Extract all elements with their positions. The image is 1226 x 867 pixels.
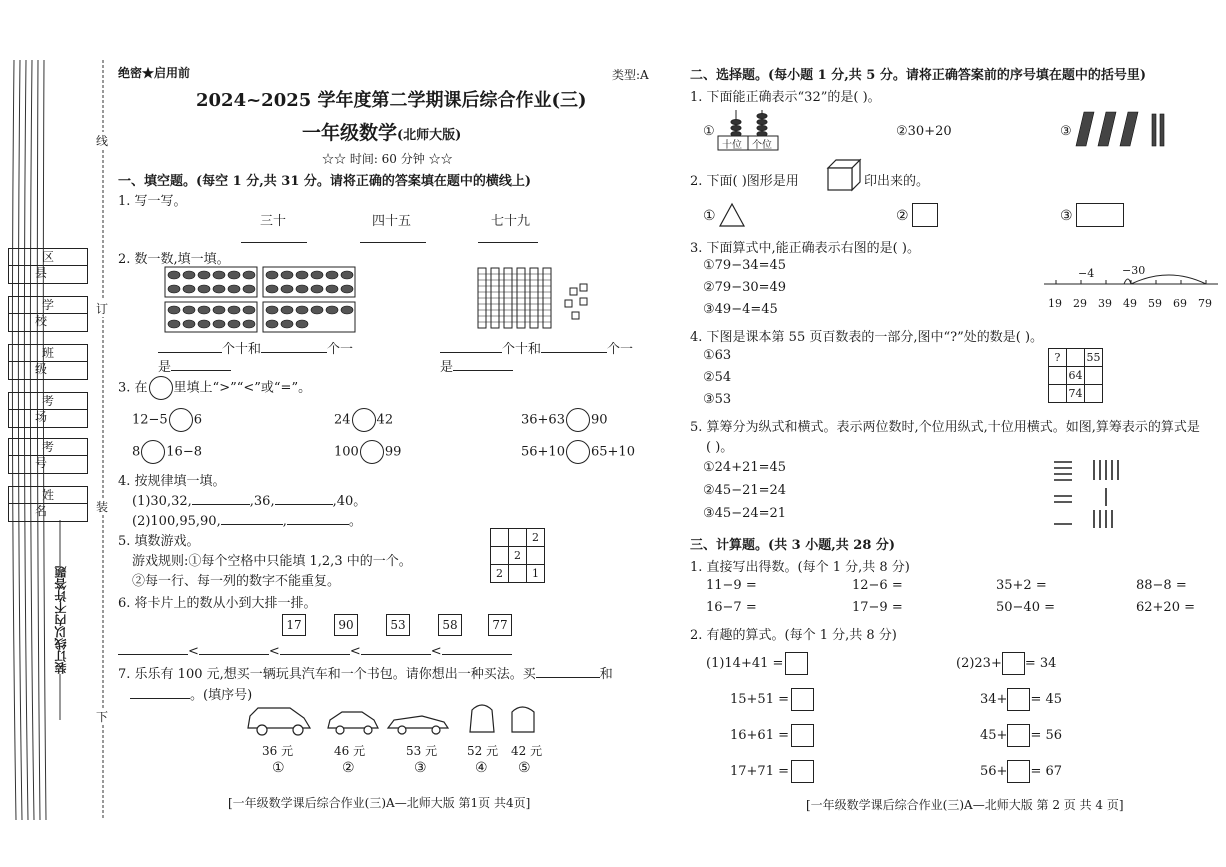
counting-rods-image (1050, 456, 1150, 530)
grid-cell: 2 (527, 529, 545, 547)
q7-blank[interactable] (536, 665, 600, 678)
q1-answer-blank[interactable] (478, 230, 538, 243)
q6-title: 6. 将卡片上的数从小到大排一排。 (118, 596, 317, 611)
chart-cell: 55 (1085, 349, 1103, 367)
equation-text: = 56 (1030, 728, 1063, 743)
q2-text: 个十和 (502, 342, 542, 357)
q6-blank[interactable] (442, 642, 512, 655)
hundred-chart-fragment (1048, 348, 1103, 403)
answer-box[interactable] (1007, 688, 1030, 711)
q2-text: 是 (440, 360, 454, 375)
q3-left: 8 (132, 444, 141, 460)
q4-text: ,40。 (332, 494, 367, 509)
number-card: 77 (488, 614, 512, 636)
number-card: 58 (438, 614, 462, 636)
choice-q2-option-1: ① (703, 208, 716, 224)
choice-q5-title: 5. 算筹分为纵式和横式。表示两位数时,个位用纵式,十位用横式。如图,算筹表示的算式是 (690, 420, 1200, 435)
calc-item: 35+2 = (996, 578, 1047, 593)
subject: 一年级数学 (302, 122, 398, 144)
abacus-tens-label: 十位 (722, 140, 742, 151)
answer-box[interactable] (791, 760, 814, 783)
q6-blank[interactable] (361, 642, 431, 655)
choice-q5-option: ③45−24=21 (703, 506, 787, 521)
toy-price: 53 元 (406, 744, 438, 758)
q3-compare (521, 440, 635, 464)
mark-xian: 线 (96, 134, 109, 148)
triangle-icon (718, 202, 746, 228)
q3-text: 3. 在 (118, 380, 148, 396)
q2-title: 2. 数一数,填一填。 (118, 252, 230, 267)
fun-equation (980, 724, 1062, 747)
q1-answer-blank[interactable] (360, 230, 426, 243)
answer-box[interactable] (785, 652, 808, 675)
calc-item: 12−6 = (852, 578, 903, 593)
compare-circle[interactable] (169, 408, 193, 432)
number-card: 90 (334, 614, 358, 636)
fun-equation (730, 688, 814, 711)
q3-right: 16−8 (166, 444, 202, 460)
toy-number: ④ (475, 760, 488, 776)
choice-q2-text-tail: 印出来的。 (864, 174, 930, 189)
calc-item: 17−9 = (852, 600, 903, 615)
q2-answer-right (440, 338, 633, 357)
choice-q5-paren: ( )。 (706, 440, 734, 455)
chart-cell (1085, 385, 1103, 403)
q2-blank[interactable] (453, 358, 513, 371)
toys-image (244, 700, 544, 738)
binding-notice: 装订线以内不许答题 (54, 566, 68, 674)
q6-blank[interactable] (118, 642, 188, 655)
q2-blank[interactable] (158, 340, 222, 353)
cube-icon (826, 158, 862, 192)
number-card: 53 (386, 614, 410, 636)
q2-text: 是 (158, 360, 172, 375)
q3-right: 6 (193, 412, 202, 428)
compare-circle[interactable] (360, 440, 384, 464)
binding-lines (0, 0, 110, 867)
q4-blank[interactable] (192, 492, 250, 505)
chart-cell (1049, 367, 1067, 385)
q2-answer-left-2 (158, 356, 231, 375)
field-exam-room-label: 考 场 (9, 393, 87, 410)
secret-label: 绝密★启用前 (118, 66, 191, 80)
chart-cell: 64 (1067, 367, 1085, 385)
calc-q2-title: 2. 有趣的算式。(每个 1 分,共 8 分) (690, 628, 897, 643)
chart-cell (1067, 349, 1085, 367)
toy-number: ② (342, 760, 355, 776)
q4-title: 4. 按规律填一填。 (118, 474, 226, 489)
q7-text: 和 (599, 667, 613, 682)
q3-compare (334, 408, 393, 432)
number-line-tick: 19 (1048, 297, 1062, 310)
q7-text: 7. 乐乐有 100 元,想买一辆玩具汽车和一个书包。请你想出一种买法。买 (118, 667, 536, 682)
chart-cell: 74 (1067, 385, 1085, 403)
q3-left: 12−5 (132, 412, 168, 428)
bundled-sticks-image (1072, 108, 1172, 150)
field-name-label: 姓 名 (9, 487, 87, 504)
q3-right: 90 (590, 412, 608, 428)
field-district-label: 区 县 (9, 249, 87, 266)
calc-item: 11−9 = (706, 578, 757, 593)
q4-line-1 (132, 490, 366, 509)
q7-line-2 (130, 684, 252, 703)
q2-blank[interactable] (440, 340, 502, 353)
q7-blank[interactable] (130, 686, 190, 699)
grid-cell[interactable] (509, 529, 527, 547)
calc-item: 50−40 = (996, 600, 1056, 615)
fun-equation (730, 724, 814, 747)
q2-blank[interactable] (261, 340, 327, 353)
equation-text: 17+71 = (730, 764, 790, 779)
calc-item: 88−8 = (1136, 578, 1187, 593)
abacus-ones-label: 个位 (752, 140, 772, 151)
choice-q2-text: 2. 下面( )图形是用 (690, 174, 799, 189)
q3-left: 56+10 (521, 444, 565, 460)
toy-price: 52 元 (467, 744, 499, 758)
q4-text: (1)30,32, (132, 494, 192, 509)
square-icon (912, 203, 938, 227)
q2-blank[interactable] (171, 358, 231, 371)
choice-q2-option-2: ② (896, 208, 909, 224)
subject-line (302, 118, 461, 145)
q2-answer-right-2 (440, 356, 513, 375)
section-calculation: 三、计算题。(共 3 小题,共 28 分) (690, 538, 896, 553)
grid-cell: 2 (491, 565, 509, 583)
toy-number: ⑤ (518, 760, 531, 776)
grid-cell[interactable] (527, 547, 545, 565)
counting-buttons-image (160, 264, 360, 334)
q3-compare (334, 440, 401, 464)
toy-price: 46 元 (334, 744, 366, 758)
equation-text: = 67 (1030, 764, 1063, 779)
page-footer-2: [一年级数学课后综合作业(三)A—北师大版 第 2 页 共 4 页] (806, 798, 1124, 812)
q5-title: 5. 填数游戏。 (118, 534, 200, 549)
answer-box[interactable] (1007, 724, 1030, 747)
number-line-tick: 49 (1123, 297, 1137, 310)
compare-circle[interactable] (352, 408, 376, 432)
q2-text: 个一 (327, 342, 354, 357)
choice-q4-option: ②54 (703, 370, 732, 385)
circle-icon (149, 376, 173, 400)
choice-q5-option: ②45−21=24 (703, 483, 787, 498)
grid-cell: 2 (509, 547, 527, 565)
q7-title (118, 663, 613, 682)
q3-right: 42 (376, 412, 394, 428)
choice-q5-option: ①24+21=45 (703, 460, 787, 475)
answer-box[interactable] (791, 724, 814, 747)
q2-blank[interactable] (541, 340, 607, 353)
q2-answer-left (158, 338, 353, 357)
answer-box[interactable] (1007, 760, 1030, 783)
number-line-tick: 79 (1198, 297, 1212, 310)
counting-cubes-image (474, 266, 594, 332)
toy-number: ① (272, 760, 285, 776)
q7-text: 。(填序号) (190, 688, 253, 703)
page-footer-1: [一年级数学课后综合作业(三)A—北师大版 第1页 共4页] (228, 796, 531, 810)
grid-cell[interactable] (491, 529, 509, 547)
page-title: 2024~2025 学年度第二学期课后综合作业(三) (196, 90, 587, 111)
q4-text: 。 (348, 514, 362, 529)
fun-equation (730, 760, 814, 783)
grid-cell[interactable] (509, 565, 527, 583)
q2-text: 个一 (607, 342, 634, 357)
q3-left: 36+63 (521, 412, 565, 428)
less-than: < (430, 644, 442, 659)
field-school[interactable] (8, 296, 88, 332)
choice-q1-option-1: ① (703, 124, 715, 139)
choice-q4-option: ③53 (703, 392, 732, 407)
q1-item: 四十五 (372, 214, 412, 229)
fun-equation (956, 652, 1056, 675)
time-limit: ☆☆ 时间: 60 分钟 ☆☆ (322, 152, 453, 166)
choice-q3-option: ①79−34=45 (703, 258, 787, 273)
equation-text: 15+51 = (730, 692, 790, 707)
choice-q3-option: ②79−30=49 (703, 280, 787, 295)
answer-box[interactable] (791, 688, 814, 711)
choice-q3-title: 3. 下面算式中,能正确表示右图的是( )。 (690, 241, 920, 256)
q3-right: 65+10 (590, 444, 635, 460)
field-exam-number-label: 考 号 (9, 439, 87, 456)
equation-text: (2)23+ (956, 656, 1002, 671)
fun-equation (706, 652, 808, 675)
chart-cell: ? (1049, 349, 1067, 367)
mark-ding: 订 (96, 302, 109, 316)
number-line-tick: 39 (1098, 297, 1112, 310)
choice-q2-option-3: ③ (1060, 208, 1073, 224)
paper-type: 类型:A (612, 68, 649, 82)
number-line-tick: 59 (1148, 297, 1162, 310)
calc-item: 62+20 = (1136, 600, 1196, 615)
q5-rule-1: 游戏规则:①每个空格中只能填 1,2,3 中的一个。 (132, 554, 412, 569)
choice-q1-option-3: ③ (1060, 124, 1072, 139)
compare-circle[interactable] (566, 408, 590, 432)
q3-left: 100 (334, 444, 359, 460)
toy-price: 36 元 (262, 744, 294, 758)
choice-q4-option: ①63 (703, 348, 732, 363)
chart-cell (1049, 385, 1067, 403)
equation-text: 56+ (980, 764, 1008, 779)
number-line-tick: 29 (1073, 297, 1087, 310)
q5-number-grid (490, 528, 545, 583)
q1-item: 七十九 (491, 214, 531, 229)
q2-text: 个十和 (222, 342, 262, 357)
q4-blank[interactable] (221, 512, 283, 525)
q1-answer-blank[interactable] (241, 230, 307, 243)
q4-line-2 (132, 510, 362, 529)
section-fill-blank: 一、填空题。(每空 1 分,共 31 分。请将正确的答案填在题中的横线上) (118, 174, 532, 189)
calc-item: 16−7 = (706, 600, 757, 615)
number-line-small-jump: −4 (1078, 267, 1095, 280)
field-name[interactable] (8, 486, 88, 522)
equation-text: (1)14+41 = (706, 656, 784, 671)
compare-circle[interactable] (566, 440, 590, 464)
q5-rule-2: ②每一行、每一列的数字不能重复。 (132, 574, 341, 589)
field-class[interactable] (8, 344, 88, 380)
q4-text: ,36, (249, 494, 275, 509)
field-school-label: 学 校 (9, 297, 87, 314)
toy-price: 42 元 (511, 744, 543, 758)
fun-equation (980, 760, 1062, 783)
answer-box[interactable] (1002, 652, 1025, 675)
field-district[interactable] (8, 248, 88, 284)
q4-text: (2)100,95,90, (132, 514, 221, 529)
equation-text: 45+ (980, 728, 1008, 743)
section-choice: 二、选择题。(每小题 1 分,共 5 分。请将正确答案前的序号填在题中的括号里) (690, 68, 1147, 83)
grid-cell: 1 (527, 565, 545, 583)
number-card: 17 (282, 614, 306, 636)
equation-text: = 34 (1024, 656, 1057, 671)
less-than: < (268, 644, 280, 659)
q3-left: 24 (334, 412, 351, 428)
number-line-jump: −30 (1122, 264, 1146, 277)
q3-compare (132, 408, 202, 432)
q6-answer-row (118, 642, 512, 659)
choice-q2-title (690, 170, 799, 189)
equation-text: 34+ (980, 692, 1008, 707)
choice-q1-option-2: ②30+20 (896, 124, 952, 139)
q6-blank[interactable] (199, 642, 269, 655)
toy-number: ③ (414, 760, 427, 776)
equation-text: = 45 (1030, 692, 1063, 707)
compare-circle[interactable] (141, 440, 165, 464)
less-than: < (188, 644, 199, 659)
q3-right: 99 (384, 444, 402, 460)
field-exam-room[interactable] (8, 392, 88, 428)
q4-blank[interactable] (287, 512, 349, 525)
choice-q3-option: ③49−4=45 (703, 302, 778, 317)
rectangle-icon (1076, 203, 1124, 227)
less-than: < (349, 644, 361, 659)
edition: (北师大版) (397, 128, 462, 143)
q1-item: 三十 (260, 214, 287, 229)
chart-cell (1085, 367, 1103, 385)
q3-text-tail: 里填上“>”“<”或“=”。 (173, 380, 312, 396)
q6-blank[interactable] (280, 642, 350, 655)
mark-xia: 下 (96, 710, 109, 724)
choice-q1-title: 1. 下面能正确表示“32”的是( )。 (690, 90, 881, 105)
q1-title: 1. 写一写。 (118, 194, 187, 209)
choice-q4-title: 4. 下图是课本第 55 页百数表的一部分,图中“?”处的数是( )。 (690, 330, 1044, 345)
q3-title (118, 376, 311, 400)
number-line-tick: 69 (1173, 297, 1187, 310)
field-class-label: 班 级 (9, 345, 87, 362)
grid-cell[interactable] (491, 547, 509, 565)
equation-text: 16+61 = (730, 728, 790, 743)
q3-compare (132, 440, 202, 464)
q4-text: , (282, 514, 287, 529)
field-exam-number[interactable] (8, 438, 88, 474)
mark-zhuang: 装 (96, 500, 109, 514)
q3-compare (521, 408, 608, 432)
calc-q1-title: 1. 直接写出得数。(每个 1 分,共 8 分) (690, 560, 910, 575)
fun-equation (980, 688, 1062, 711)
q4-blank[interactable] (275, 492, 333, 505)
